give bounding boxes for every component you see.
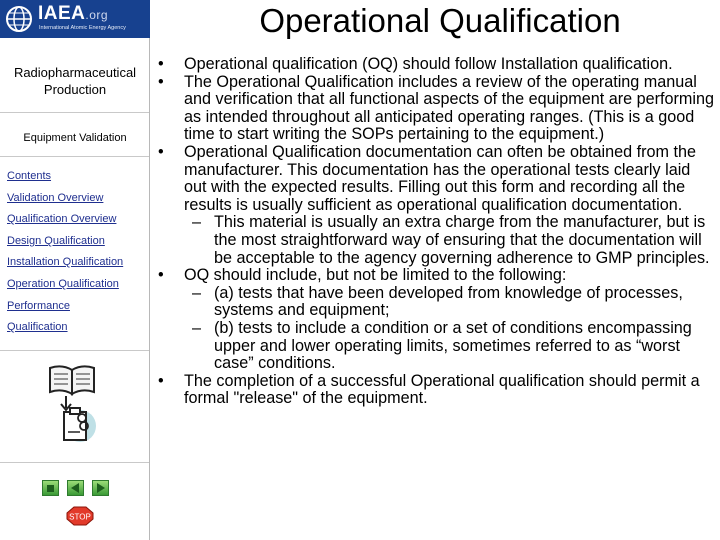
bullet-item: • Operational Qualification documentation can often be obtained from the manufacturer. This documentation has the operational tests clearly laid out with the expected results. Filling out this form and recording all the results is usually sufficient as operational qualification documentation. bbox=[158, 142, 697, 214]
slide-content bbox=[158, 56, 716, 408]
previous-icon bbox=[68, 481, 83, 495]
sidebar-divider bbox=[0, 156, 149, 157]
iaea-logo[interactable] bbox=[0, 0, 150, 38]
next-icon bbox=[93, 481, 108, 495]
sidebar bbox=[0, 0, 150, 540]
next-button[interactable] bbox=[92, 480, 109, 496]
slide-title: Operational Qualification bbox=[259, 2, 621, 39]
globe-icon bbox=[5, 5, 33, 33]
nav-link-performance-qualification[interactable]: Qualification bbox=[7, 321, 68, 333]
sub-bullet-item: – (a) tests that have been developed from knowledge of processes, systems and equipment; bbox=[192, 283, 683, 320]
home-icon bbox=[43, 481, 58, 495]
stop-button[interactable] bbox=[66, 506, 94, 526]
nav-link-contents[interactable]: Contents bbox=[7, 170, 52, 182]
logo-brand: IAEA.org bbox=[38, 3, 109, 24]
clipboard-icon bbox=[58, 404, 96, 444]
nav-link-qualification-overview[interactable]: Qualification Overview bbox=[7, 213, 117, 225]
bullet-item: • The Operational Qualification includes a review of the operating manual and verification that all functional aspects of the equipment are performing as intended throughout all anticipated operating ranges. (This is a good time to start writing the SOPs pertaining to the equipment.) bbox=[158, 72, 714, 144]
sidebar-divider bbox=[0, 462, 149, 463]
bullet-item: • OQ should include, but not be limited to the following: bbox=[158, 266, 567, 285]
bullet-item: • The completion of a successful Operational qualification should permit a formal "release" of the equipment. bbox=[158, 371, 700, 408]
nav-link-validation-overview[interactable]: Validation Overview bbox=[7, 192, 104, 204]
previous-button[interactable] bbox=[67, 480, 84, 496]
nav-link-operation-qualification[interactable]: Operation Qualification bbox=[7, 278, 119, 290]
sidebar-heading: Radiopharmaceutical Production bbox=[13, 65, 137, 97]
sidebar-section: Equipment Validation bbox=[23, 132, 127, 144]
sub-bullet-item: – (b) tests to include a condition or a set of conditions encompassing upper and lower operating limits, sometimes referred to as “worst case” conditions. bbox=[192, 318, 692, 373]
sidebar-divider bbox=[0, 112, 149, 113]
nav-link-design-qualification[interactable]: Design Qualification bbox=[7, 235, 105, 247]
logo-tagline: International Atomic Energy Agency bbox=[39, 25, 126, 31]
stop-label: STOP bbox=[69, 512, 91, 522]
home-button[interactable] bbox=[42, 480, 59, 496]
sub-bullet-item: – This material is usually an extra charge from the manufacturer, but is the most straightforward way of ensuring that the documentation will be acceptable to the agency governing adherence to GMP principles. bbox=[192, 213, 710, 267]
bullet-item: • Operational qualification (OQ) should follow Installation qualification. bbox=[158, 55, 673, 73]
nav-link-installation-qualification[interactable]: Installation Qualification bbox=[7, 256, 124, 268]
sidebar-divider bbox=[0, 350, 149, 351]
nav-link-performance[interactable]: Performance bbox=[7, 300, 70, 312]
